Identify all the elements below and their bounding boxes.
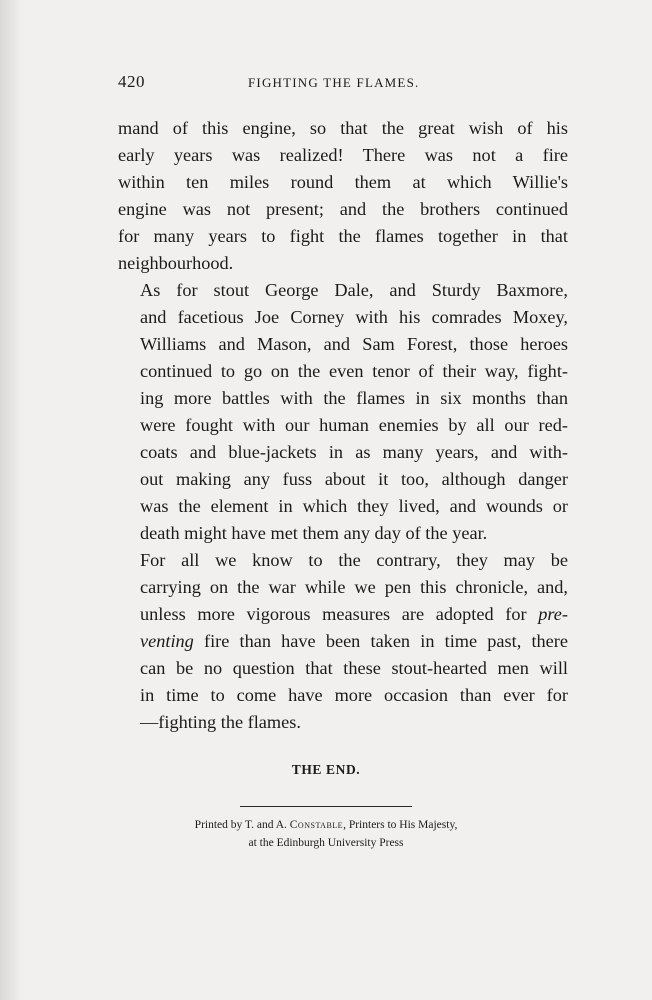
running-title: FIGHTING THE FLAMES. <box>248 75 420 90</box>
colophon-suffix: , Printers to His Majesty, <box>343 819 458 831</box>
paragraph-2 <box>118 277 568 547</box>
printer-colophon <box>0 816 652 852</box>
the-end-heading: THE END. <box>291 762 361 777</box>
text-line: For all we know to the contrary, they may be <box>140 550 568 570</box>
body-text <box>118 115 568 736</box>
printer-name: Constable <box>289 819 344 831</box>
paragraph-3 <box>118 547 568 736</box>
text-line: and facetious Joe Corney with his comrades Moxey, <box>140 307 568 327</box>
text-line: was the element in which they lived, and wounds or <box>140 496 568 516</box>
colophon-line-2: at the Edinburgh University Press <box>248 837 404 849</box>
text-line: were fought with our human enemies by all our red- <box>140 415 568 435</box>
text-line: venting fire than have been taken in time past, there <box>140 631 568 651</box>
text-line: carrying on the war while we pen this chronicle, and, <box>140 577 568 597</box>
page-header <box>118 72 568 98</box>
text-line: in time to come have more occasion than ever for <box>140 685 568 705</box>
text-line: coats and blue-jackets in as many years, and with- <box>140 442 568 462</box>
colophon-line-1 <box>0 816 652 834</box>
text-line: for many years to fight the flames together in that <box>118 226 568 246</box>
page-number: 420 <box>118 72 145 91</box>
text-line: can be no question that these stout-hearted men will <box>140 658 568 678</box>
text-line: —fighting the flames. <box>140 712 301 732</box>
text-line: As for stout George Dale, and Sturdy Baxmore, <box>140 280 568 300</box>
text-line: continued to go on the even tenor of their way, fight- <box>140 361 568 381</box>
text-line: within ten miles round them at which Willie's <box>118 172 568 192</box>
text-line: death might have met them any day of the year. <box>140 523 488 543</box>
text-line: Williams and Mason, and Sam Forest, those heroes <box>140 334 568 354</box>
text-line: mand of this engine, so that the great wish of his <box>118 118 568 138</box>
divider-rule <box>240 806 412 807</box>
text-line: unless more vigorous measures are adopted for pre- <box>140 604 568 624</box>
italic-word: venting <box>140 631 194 651</box>
colophon-prefix: Printed by T. and A. <box>194 819 290 831</box>
text-line: out making any fuss about it too, although danger <box>140 469 568 489</box>
text-line: neighbourhood. <box>118 253 234 273</box>
italic-word: pre- <box>538 604 568 624</box>
text-line: ing more battles with the flames in six months than <box>140 388 568 408</box>
text-line: engine was not present; and the brothers continued <box>118 199 568 219</box>
paragraph-1 <box>118 115 568 277</box>
text-line: early years was realized! There was not a fire <box>118 145 568 165</box>
